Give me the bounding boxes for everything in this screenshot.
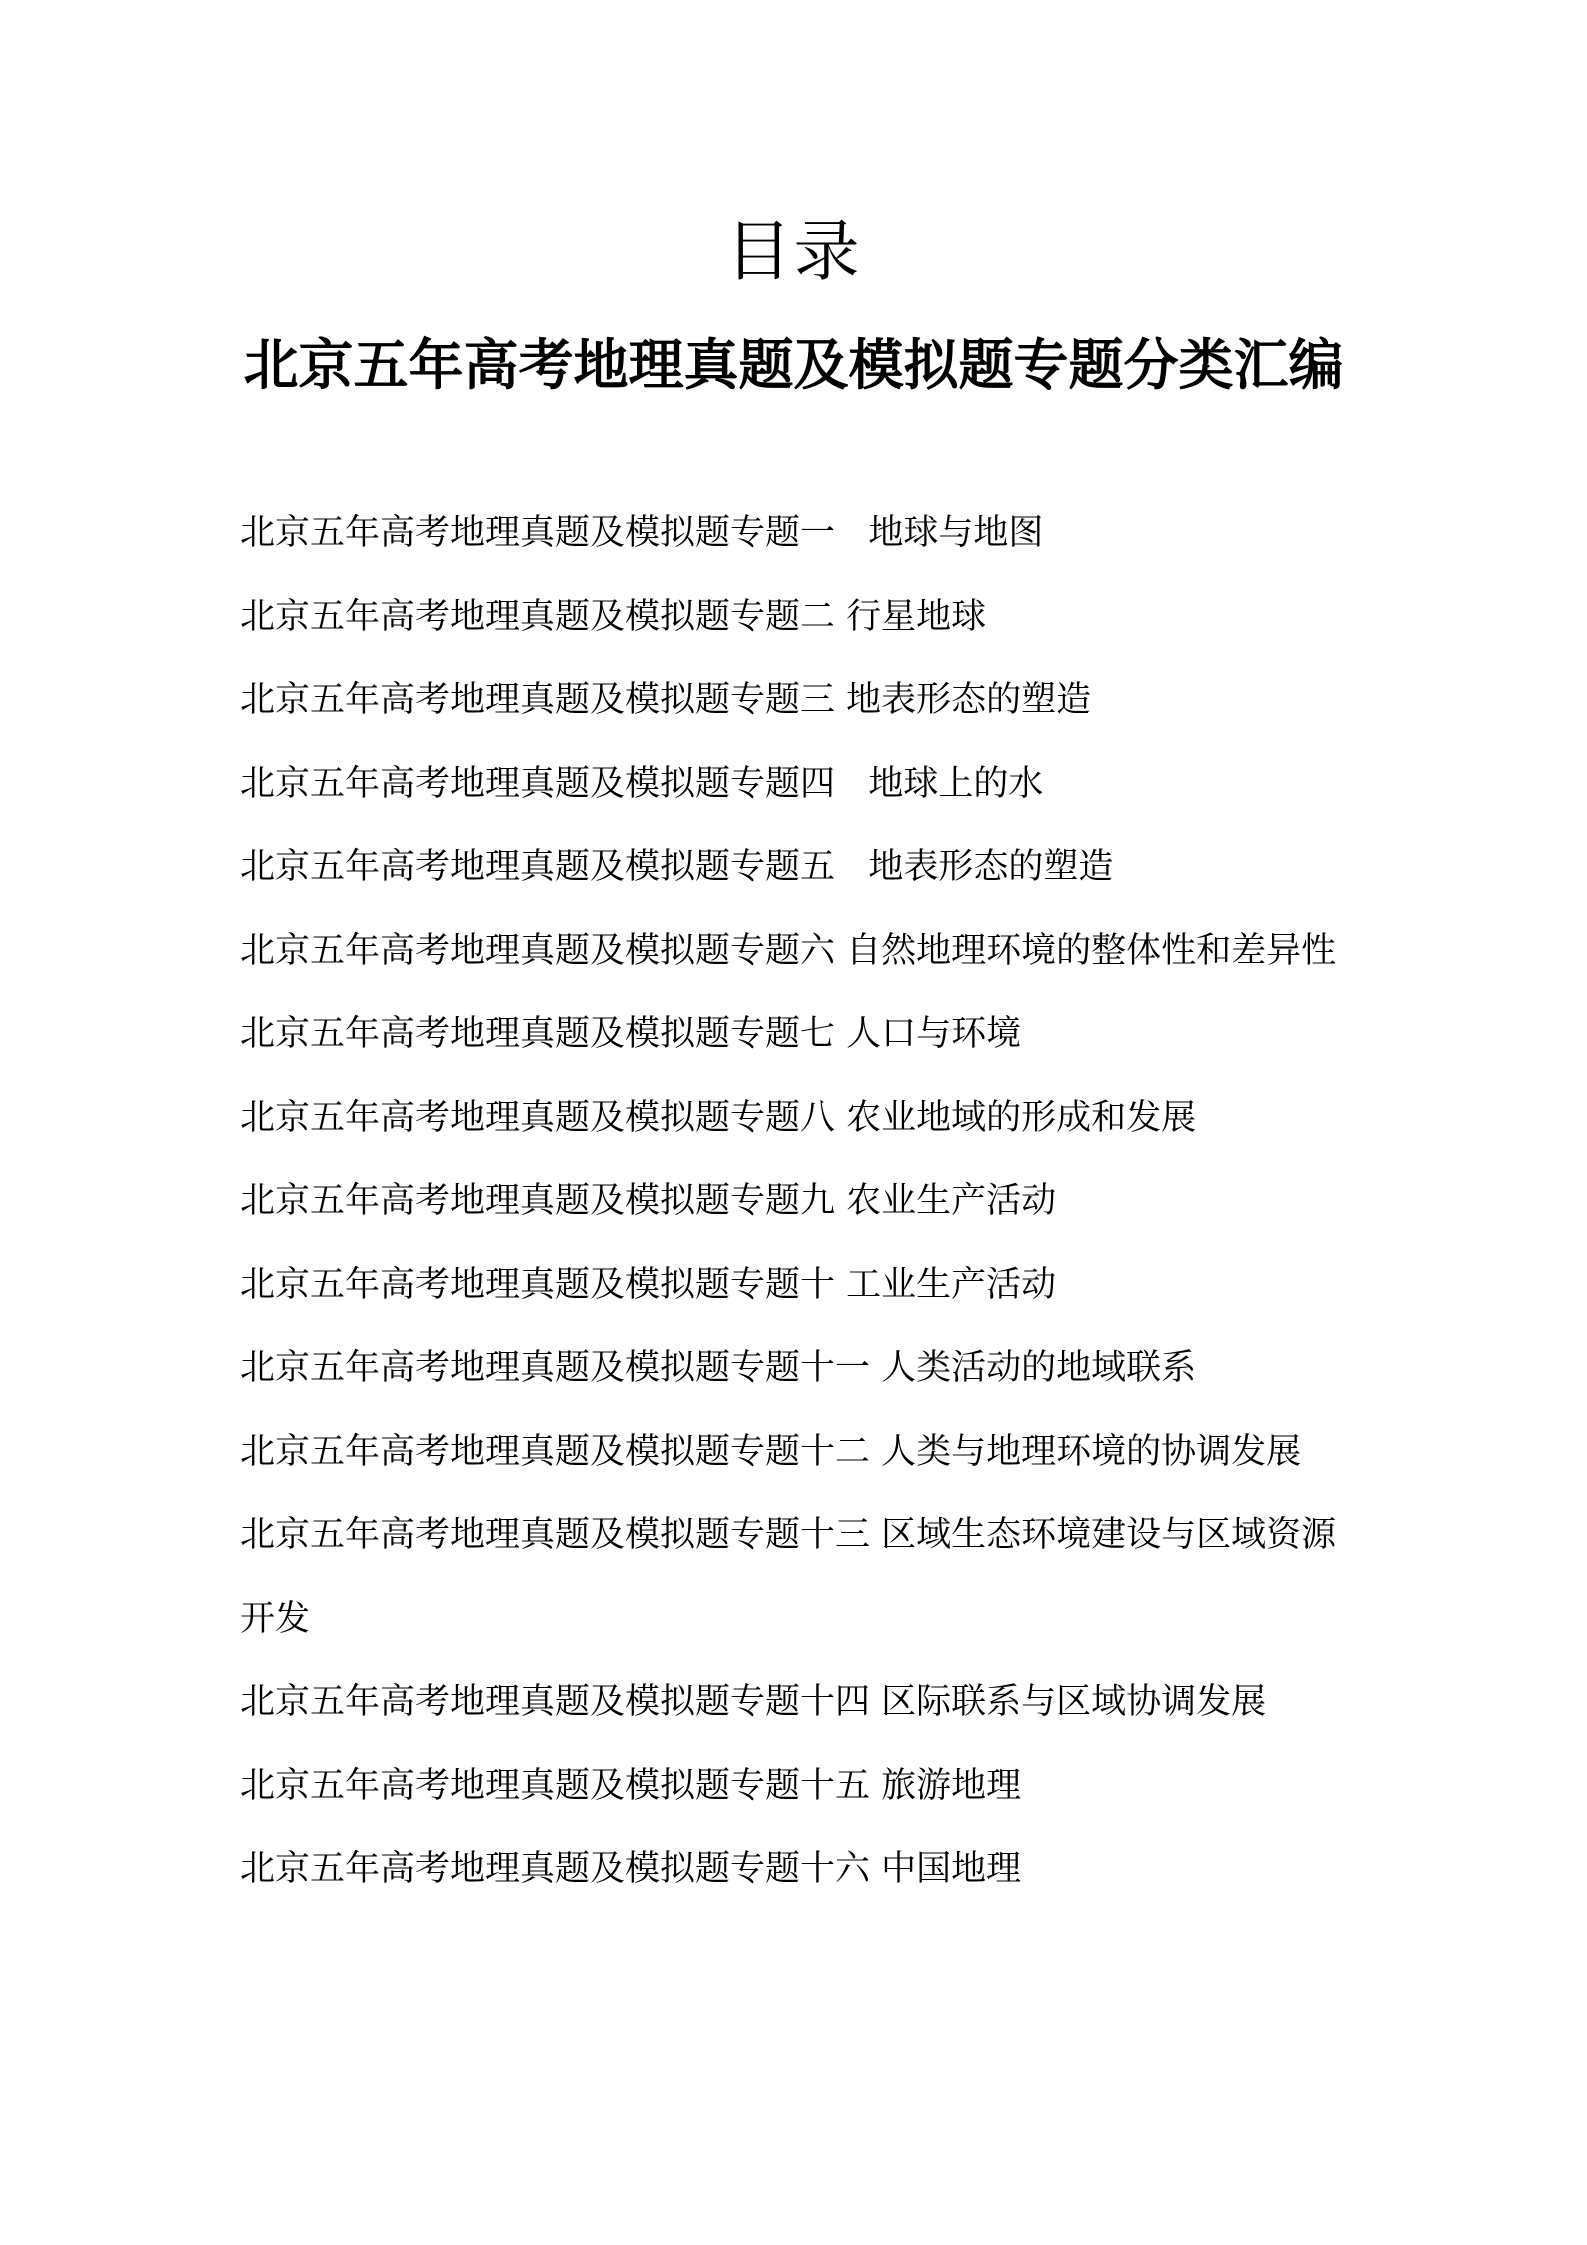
toc-entry-separator — [835, 847, 868, 887]
toc-entry-topic: 自然地理环境的整体性和差异性 — [846, 930, 1337, 971]
toc-entry[interactable] — [240, 1745, 1360, 1829]
toc-entry-separator — [870, 1682, 881, 1722]
toc-entry-separator — [870, 1766, 881, 1806]
toc-entry[interactable] — [240, 1828, 1360, 1912]
toc-entry-topic: 地表形态的塑造 — [868, 847, 1114, 887]
toc-entry[interactable] — [240, 993, 1360, 1077]
toc-entry-topic: 人类与地理环境的协调发展 — [881, 1431, 1302, 1472]
toc-entry-separator — [835, 931, 846, 971]
toc-entry-prefix: 北京五年高考地理真题及模拟题专题七 — [240, 1014, 836, 1054]
toc-entry-separator — [835, 597, 846, 637]
toc-entry-separator — [835, 1265, 846, 1305]
toc-entry-prefix: 北京五年高考地理真题及模拟题专题二 — [240, 596, 836, 637]
toc-entry-topic: 工业生产活动 — [846, 1264, 1057, 1305]
toc-entry-topic: 旅游地理 — [881, 1765, 1022, 1806]
toc-entry[interactable] — [240, 743, 1360, 827]
toc-entry[interactable] — [240, 1244, 1360, 1328]
toc-entry-prefix: 北京五年高考地理真题及模拟题专题五 — [240, 847, 836, 887]
toc-entry-topic: 中国地理 — [881, 1849, 1022, 1889]
toc-entry-topic: 地球上的水 — [868, 763, 1044, 804]
toc-entry[interactable] — [240, 1661, 1360, 1745]
toc-entry-topic: 人口与环境 — [846, 1014, 1022, 1054]
toc-entry-separator — [870, 1348, 881, 1388]
toc-entry-topic: 行星地球 — [846, 596, 987, 637]
toc-entry-prefix: 北京五年高考地理真题及模拟题专题十六 — [240, 1849, 871, 1889]
toc-entry[interactable] — [240, 1077, 1360, 1161]
toc-entry-prefix: 北京五年高考地理真题及模拟题专题四 — [240, 763, 836, 804]
toc-entry-topic: 农业地域的形成和发展 — [846, 1097, 1197, 1138]
toc-entry-separator — [870, 1515, 881, 1555]
toc-entry-separator — [835, 513, 868, 553]
toc-entry-prefix: 北京五年高考地理真题及模拟题专题十一 — [240, 1348, 871, 1388]
toc-entry[interactable] — [240, 826, 1360, 910]
toc-entry[interactable] — [240, 492, 1360, 576]
toc-entry-prefix: 北京五年高考地理真题及模拟题专题十五 — [240, 1765, 871, 1806]
toc-entry-prefix: 北京五年高考地理真题及模拟题专题十三 — [240, 1515, 871, 1555]
toc-entry-topic: 区际联系与区域协调发展 — [881, 1682, 1267, 1722]
toc-entry-prefix: 北京五年高考地理真题及模拟题专题六 — [240, 930, 836, 971]
document-title: 北京五年高考地理真题及模拟题专题分类汇编 — [243, 333, 1344, 397]
toc-heading: 目录 — [725, 213, 862, 290]
toc-entry-topic: 区域生态环境建设与区域资源开发 — [240, 1515, 1337, 1639]
toc-entry-topic: 农业生产活动 — [846, 1181, 1057, 1221]
toc-entry-separator — [835, 764, 868, 804]
toc-entry-separator — [835, 1181, 846, 1221]
toc-entry[interactable] — [240, 910, 1360, 994]
toc-entry-prefix: 北京五年高考地理真题及模拟题专题十四 — [240, 1682, 871, 1722]
toc-entry-separator — [835, 1098, 846, 1138]
toc-entry-prefix: 北京五年高考地理真题及模拟题专题一 — [240, 513, 836, 553]
toc-entry[interactable] — [240, 1327, 1360, 1411]
toc-list — [240, 492, 1360, 1912]
toc-entry[interactable] — [240, 1411, 1360, 1495]
toc-entry-separator — [835, 680, 846, 720]
toc-entry-prefix: 北京五年高考地理真题及模拟题专题三 — [240, 680, 836, 720]
toc-entry[interactable] — [240, 576, 1360, 660]
toc-entry-topic: 地表形态的塑造 — [846, 680, 1092, 720]
toc-entry-prefix: 北京五年高考地理真题及模拟题专题八 — [240, 1097, 836, 1138]
toc-entry-prefix: 北京五年高考地理真题及模拟题专题九 — [240, 1181, 836, 1221]
toc-entry-separator — [870, 1432, 881, 1472]
toc-entry-topic: 地球与地图 — [868, 513, 1044, 553]
toc-entry[interactable] — [240, 1494, 1360, 1661]
toc-entry-prefix: 北京五年高考地理真题及模拟题专题十 — [240, 1264, 836, 1305]
toc-entry-separator — [835, 1014, 846, 1054]
toc-entry-topic: 人类活动的地域联系 — [881, 1348, 1197, 1388]
toc-entry-prefix: 北京五年高考地理真题及模拟题专题十二 — [240, 1431, 871, 1472]
toc-entry-separator — [870, 1849, 881, 1889]
toc-entry[interactable] — [240, 1160, 1360, 1244]
toc-entry[interactable] — [240, 659, 1360, 743]
